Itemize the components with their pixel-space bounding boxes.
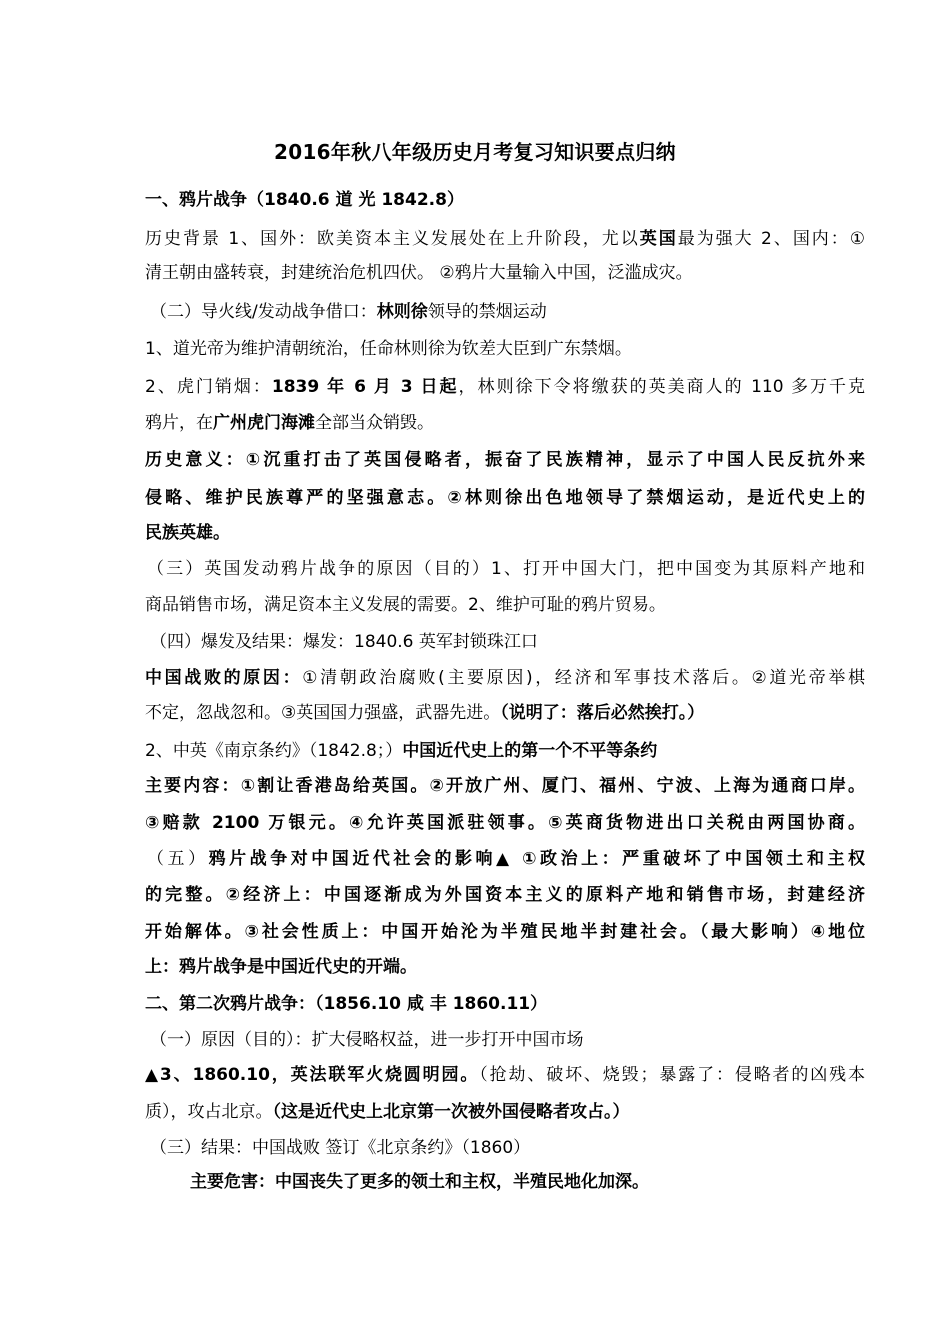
bold-text: ③赔款 2100 万银元。④允许英国派驻领事。⑤英商货物进出口关税由两国协商。 xyxy=(145,813,865,833)
text-line xyxy=(145,739,865,763)
bold-text: 开始解体。③社会性质上：中国开始沦为半殖民地半封建社会。（最大影响）④地位 xyxy=(145,922,865,942)
text-segment: 历史背景 1、国外：欧美资本主义发展处在上升阶段，尤以 xyxy=(145,229,640,249)
text-line xyxy=(145,955,865,979)
text-line xyxy=(145,227,865,251)
text-line xyxy=(150,300,865,324)
text-segment: 鸦片，在 xyxy=(145,413,213,433)
text-line xyxy=(145,593,865,617)
text-line xyxy=(145,774,865,798)
bold-text: 主要危害：中国丧失了更多的领土和主权，半殖民地化加深。 xyxy=(190,1172,649,1192)
bold-text: 中国近代史上的第一个不平等条约 xyxy=(402,741,658,761)
bold-text: 的完整。②经济上：中国逐渐成为外国资本主义的原料产地和销售市场，封建经济 xyxy=(145,885,865,905)
text-line xyxy=(150,1028,865,1052)
bold-text: 英国 xyxy=(639,229,678,249)
text-segment: ①清朝政治腐败(主要原因)，经济和军事技术落后。②道光帝举棋 xyxy=(302,668,866,688)
text-line xyxy=(145,486,865,510)
text-line xyxy=(147,557,865,581)
text-segment: 1、道光帝为维护清朝统治，任命林则徐为钦差大臣到广东禁烟。 xyxy=(145,339,632,359)
text-segment: （五） xyxy=(147,849,209,869)
text-segment: （四）爆发及结果：爆发：1840.6 英军封锁珠江口 xyxy=(150,632,538,652)
text-segment: ，林则徐下令将缴获的英美商人的 110 多万千克 xyxy=(458,377,865,397)
bold-text: 广州虎门海滩 xyxy=(213,413,315,433)
text-segment: （三）英国发动鸦片战争的原因（目的）1、打开中国大门，把中国变为其原料产地和 xyxy=(147,559,865,579)
text-line xyxy=(145,411,865,435)
text-segment: 2、虎门销烟： xyxy=(145,377,272,397)
text-line xyxy=(145,375,865,399)
text-segment: （二）导火线/发动战争借口： xyxy=(150,302,377,322)
text-segment: 2、中英《南京条约》（1842.8；） xyxy=(145,741,403,761)
text-segment: 不定，忽战忽和。③英国国力强盛，武器先进。 xyxy=(145,703,501,723)
bold-text: 二、第二次鸦片战争：（1856.10 咸 丰 1860.11） xyxy=(145,994,548,1014)
bold-text: 中国战败的原因： xyxy=(145,668,303,688)
text-line xyxy=(145,1100,865,1124)
bold-text: 侵略、维护民族尊严的坚强意志。②林则徐出色地领导了禁烟运动，是近代史上的 xyxy=(145,488,865,508)
bold-text: 林则徐 xyxy=(376,302,428,322)
text-line xyxy=(145,188,865,212)
bold-text: （说明了：落后必然挨打。） xyxy=(500,703,705,723)
bold-text: 上：鸦片战争是中国近代史的开端。 xyxy=(145,957,417,977)
bold-text: 历史意义：①沉重打击了英国侵略者，振奋了民族精神，显示了中国人民反抗外来 xyxy=(145,450,865,470)
text-line xyxy=(145,992,865,1016)
text-line xyxy=(145,521,865,545)
bold-text: 民族英雄。 xyxy=(145,523,230,543)
text-line xyxy=(150,630,865,654)
text-line xyxy=(145,883,865,907)
bold-text: ▲3、1860.10，英法联军火烧圆明园。 xyxy=(145,1065,480,1085)
text-segment: 清王朝由盛转衰，封建统治危机四伏。 ②鸦片大量输入中国，泛滥成灾。 xyxy=(145,263,693,283)
document-title: 2016年秋八年级历史月考复习知识要点归纳 xyxy=(274,140,676,164)
bold-text: 1839 年 6 月 3 日起 xyxy=(271,377,459,397)
text-line xyxy=(145,261,865,285)
text-line xyxy=(145,701,865,725)
text-segment: 商品销售市场，满足资本主义发展的需要。2、维护可耻的鸦片贸易。 xyxy=(145,595,666,615)
text-line xyxy=(150,1136,865,1160)
text-line xyxy=(147,847,865,871)
text-line xyxy=(145,448,865,472)
text-segment: 全部当众销毁。 xyxy=(315,413,434,433)
text-line xyxy=(145,666,865,690)
bold-text: 一、鸦片战争（1840.6 道 光 1842.8） xyxy=(145,190,464,210)
bold-text: （这是近代史上北京第一次被外国侵略者攻占。） xyxy=(272,1102,630,1122)
bold-text: 鸦片战争对中国近代社会的影响▲ ①政治上：严重破坏了中国领土和主权 xyxy=(208,849,866,869)
text-line xyxy=(145,337,865,361)
text-line xyxy=(145,920,865,944)
text-line xyxy=(145,1063,865,1087)
text-segment: 最为强大 2、国内：① xyxy=(677,229,866,249)
text-segment: （抢劫、破坏、烧毁；暴露了：侵略者的凶残本 xyxy=(479,1065,865,1085)
bold-text: 主要内容：①割让香港岛给英国。②开放广州、厦门、福州、宁波、上海为通商口岸。 xyxy=(145,776,865,796)
text-segment: （一）原因（目的）：扩大侵略权益，进一步打开中国市场 xyxy=(150,1030,584,1050)
text-segment: 质），攻占北京。 xyxy=(145,1102,273,1122)
text-line xyxy=(145,811,865,835)
text-segment: 领导的禁烟运动 xyxy=(427,302,547,322)
text-segment: （三）结果：中国战败 签订《北京条约》（1860） xyxy=(150,1138,531,1158)
text-line xyxy=(190,1170,865,1194)
